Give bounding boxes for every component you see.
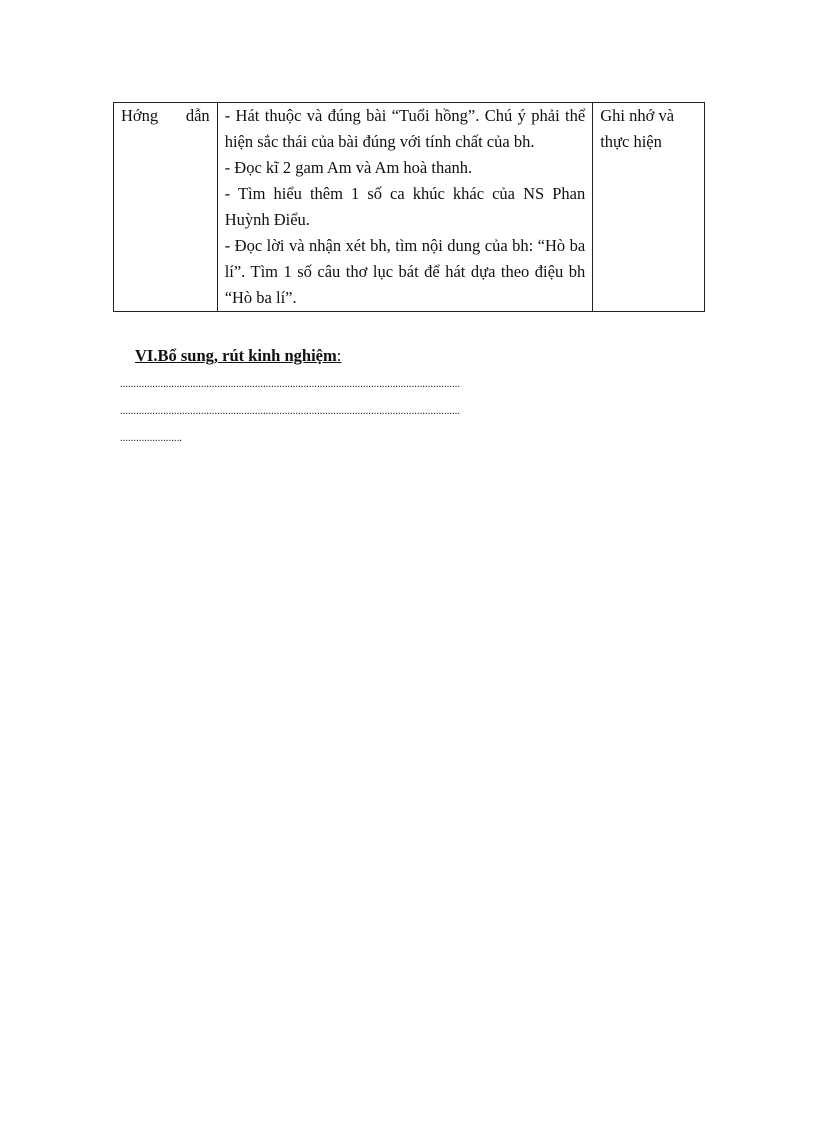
student-task: Ghi nhớ và thực hiện	[600, 106, 675, 151]
dotted-line: ..............................................................................................................................	[120, 406, 461, 417]
content-paragraph: - Đọc lời và nhận xét bh, tìm nội dung của bh: “Hò ba lí”. Tìm 1 số câu thơ lục bát để hát dựa theo điệu bh “Hò ba lí”.	[224, 236, 586, 307]
content-paragraph: - Đọc kĩ 2 gam Am và Am hoà thanh.	[224, 158, 473, 177]
activity-label: Hớng dẫn	[121, 106, 210, 125]
dotted-line: .......................	[120, 433, 183, 444]
content-paragraph: - Hát thuộc và đúng bài “Tuổi hồng”. Chú ý phải thể hiện sắc thái của bài đúng với tính chất của bh.	[224, 106, 586, 151]
lesson-table	[113, 102, 705, 312]
table-row	[114, 103, 705, 312]
section-title: VI.Bổ sung, rút kinh nghiệm	[135, 346, 337, 365]
dotted-line: ..............................................................................................................................	[120, 379, 461, 390]
activity-cell	[114, 103, 218, 312]
student-cell	[593, 103, 705, 312]
section-heading	[135, 346, 341, 366]
section-colon: :	[336, 346, 342, 365]
content-cell	[217, 103, 593, 312]
content-paragraph: - Tìm hiểu thêm 1 số ca khúc khác của NS Phan Huỳnh Điểu.	[224, 184, 586, 229]
